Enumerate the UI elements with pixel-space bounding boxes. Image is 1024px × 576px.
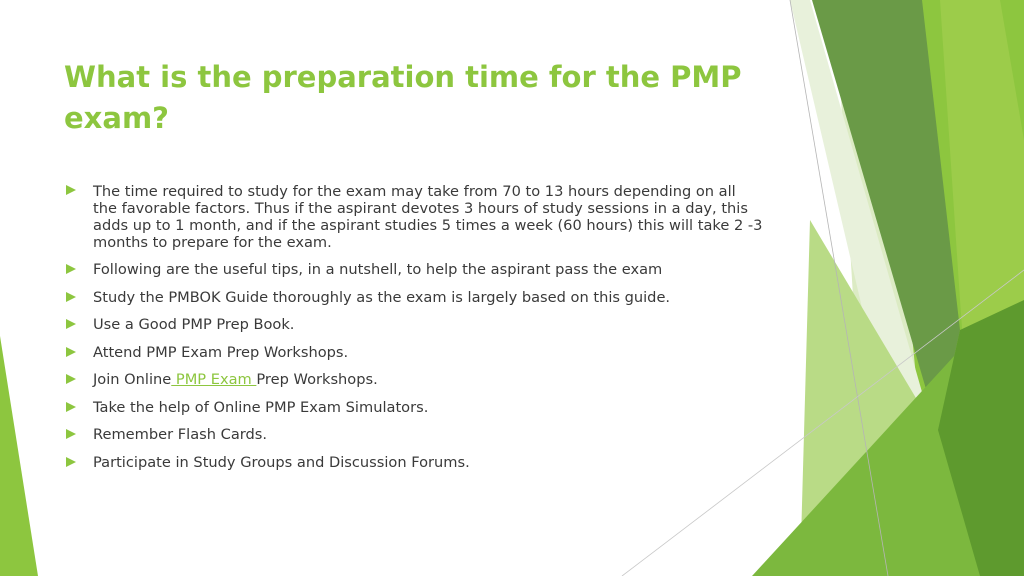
bullet-item: [64, 343, 764, 363]
bullet-text: Attend PMP Exam Prep Workshops.: [93, 343, 349, 361]
bullet-text: Take the help of Online PMP Exam Simulators.: [93, 398, 429, 416]
bullet-text: Use a Good PMP Prep Book.: [93, 316, 295, 333]
bullet-arrow-icon: [66, 429, 76, 439]
bullet-text: Participate in Study Groups and Discussion Forums.: [93, 453, 470, 471]
left-green-strip: [0, 336, 38, 576]
bullet-text: Following are the useful tips, in a nutshell, to help the aspirant pass the exam: [93, 261, 663, 278]
bullet-arrow-icon: [66, 292, 76, 302]
bullet-item: [64, 370, 764, 390]
bullet-text-before-link: Join Online: [93, 371, 172, 388]
bullet-text: Study the PMBOK Guide thoroughly as the exam is largely based on this guide.: [93, 288, 671, 306]
bullet-text: The time required to study for the exam may take from 70 to 13 hours depending on all the favorable factors. Thus if the aspirant devotes 3 hours of study sessions in a day, this adds up to 1 month, and if the aspirant studies 5 times a week (60 hours) this will take 2 -3 months to prepare for the exam.: [93, 183, 763, 251]
bullet-item: [64, 398, 764, 418]
bullet-item: [64, 315, 764, 335]
bullet-arrow-icon: [66, 457, 76, 467]
pmp-exam-link[interactable]: PMP Exam: [171, 371, 257, 388]
bullet-arrow-icon: [66, 319, 76, 329]
bullet-item: [64, 453, 764, 473]
bullet-text-after-link: Prep Workshops.: [256, 371, 378, 388]
bullet-item: [64, 183, 764, 251]
bullet-list: [64, 183, 764, 480]
bullet-item: [64, 260, 764, 280]
bullet-arrow-icon: [66, 185, 76, 195]
bullet-text: Remember Flash Cards.: [93, 426, 268, 443]
bullet-arrow-icon: [66, 374, 76, 384]
slide-title: What is the preparation time for the PMP exam?: [64, 60, 742, 135]
bullet-arrow-icon: [66, 347, 76, 357]
bullet-arrow-icon: [66, 402, 76, 412]
bullet-item: [64, 288, 764, 308]
bullet-item: [64, 425, 764, 445]
bullet-arrow-icon: [66, 264, 76, 274]
